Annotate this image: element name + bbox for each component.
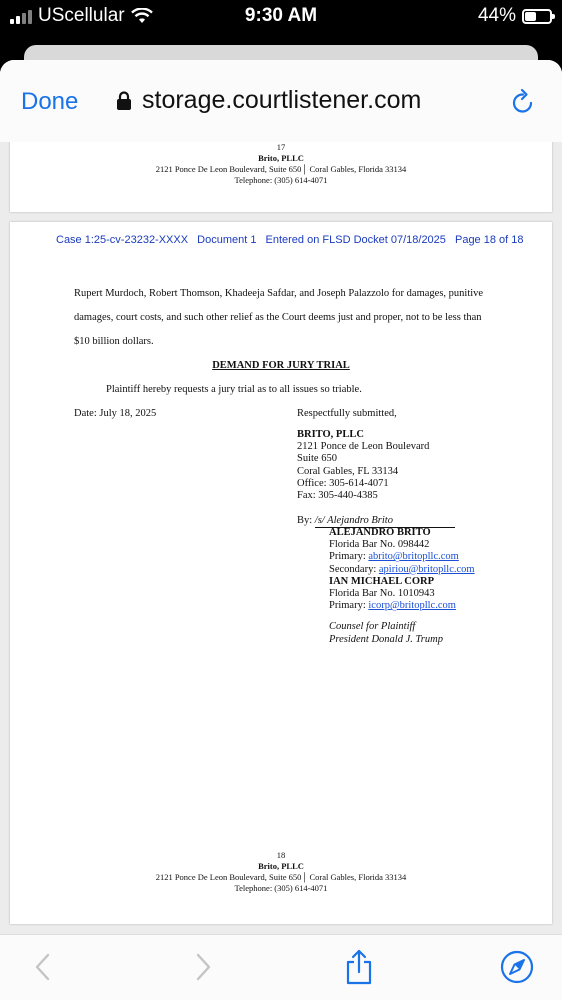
paragraph-line-3: $10 billion dollars.: [74, 336, 154, 347]
jury-text: Plaintiff hereby requests a jury trial as to all issues so triable.: [106, 384, 362, 395]
clock: 9:30 AM: [244, 5, 318, 26]
firm-fax: Fax: 305-440-4385: [297, 490, 378, 502]
paragraph-line-2: damages, court costs, and such other relief as the Court deems just and proper, not to be less than: [74, 312, 482, 323]
signature-text: /s/ Alejandro Brito: [315, 515, 455, 528]
page-18-number: 18: [276, 850, 286, 860]
page-17-footer: [10, 142, 552, 186]
forward-icon: [193, 952, 213, 982]
forward-button[interactable]: [185, 949, 221, 985]
url-text: storage.courtlistener.com: [142, 86, 422, 114]
document-number: Document 1: [197, 234, 257, 246]
counsel-for: Counsel for Plaintiff: [329, 621, 416, 633]
page-17-number: 17: [276, 142, 286, 152]
share-button[interactable]: [341, 949, 377, 985]
pdf-page-17: [10, 142, 552, 212]
page-17-address: 2121 Ponce De Leon Boulevard, Suite 650│ Coral Gables, Florida 33134: [155, 164, 407, 174]
attorney-block: [329, 527, 475, 646]
url-bar[interactable]: [116, 86, 421, 115]
battery-percent: 44%: [477, 5, 516, 26]
case-number: Case 1:25-cv-23232-XXXX: [56, 234, 189, 246]
lock-icon: [116, 91, 132, 111]
page-18-firm: Brito, PLLC: [258, 861, 304, 871]
jury-heading: DEMAND FOR JURY TRIAL: [212, 360, 350, 371]
paragraph-line-1: Rupert Murdoch, Robert Thomson, Khadeeja Safdar, and Joseph Palazzolo for damages, punitive: [74, 288, 484, 299]
firm-office: Office: 305-614-4071: [297, 477, 389, 489]
status-bar: [0, 0, 562, 34]
browser-navbar: [0, 60, 562, 143]
pdf-viewer[interactable]: [0, 142, 562, 934]
attorney-1-primary-email[interactable]: abrito@britopllc.com: [368, 551, 459, 563]
client-name: President Donald J. Trump: [329, 633, 443, 645]
attorney-2-primary-email[interactable]: icorp@britopllc.com: [368, 600, 456, 612]
entered-date: Entered on FLSD Docket 07/18/2025: [265, 234, 446, 246]
attorney-1-bar: Florida Bar No. 098442: [329, 539, 430, 551]
attorney-1-primary-label: Primary:: [329, 551, 366, 563]
share-icon: [344, 949, 374, 985]
page-17-firm: Brito, PLLC: [258, 153, 304, 163]
docket-header: [56, 234, 530, 246]
battery-icon: [522, 9, 552, 24]
page-18-telephone: Telephone: (305) 614-4071: [234, 883, 328, 893]
attorney-1-secondary-label: Secondary:: [329, 563, 377, 575]
bottom-toolbar: [0, 934, 562, 1000]
carrier-label: UScellular: [38, 5, 125, 26]
reload-icon[interactable]: [510, 88, 536, 116]
firm-address-2: Suite 650: [297, 453, 337, 465]
firm-name: BRITO, PLLC: [297, 429, 364, 440]
attorney-1-secondary-email[interactable]: apiriou@britopllc.com: [378, 563, 475, 575]
filing-date: Date: July 18, 2025: [74, 408, 157, 419]
by-label: By:: [297, 515, 313, 526]
respectfully-submitted: Respectfully submitted,: [297, 408, 397, 419]
attorney-2-primary-label: Primary:: [329, 600, 366, 612]
attorney-2-name: IAN MICHAEL CORP: [329, 575, 435, 587]
browser-sheet: [0, 60, 562, 1000]
compass-icon: [500, 950, 534, 984]
done-button[interactable]: Done: [21, 88, 79, 115]
attorney-2-bar: Florida Bar No. 1010943: [329, 588, 435, 600]
page-count: Page 18 of 18: [454, 234, 524, 246]
page-18-footer: [10, 850, 552, 894]
firm-block: [297, 429, 429, 502]
firm-address-1: 2121 Ponce de Leon Boulevard: [297, 441, 430, 453]
page-18-address: 2121 Ponce De Leon Boulevard, Suite 650│ Coral Gables, Florida 33134: [155, 872, 407, 882]
back-icon: [33, 952, 53, 982]
pdf-page-18: [10, 222, 552, 924]
page-17-telephone: Telephone: (305) 614-4071: [234, 175, 328, 185]
open-in-safari-button[interactable]: [499, 949, 535, 985]
attorney-1-name: ALEJANDRO BRITO: [329, 527, 431, 538]
firm-city: Coral Gables, FL 33134: [297, 465, 399, 477]
back-button[interactable]: [25, 949, 61, 985]
